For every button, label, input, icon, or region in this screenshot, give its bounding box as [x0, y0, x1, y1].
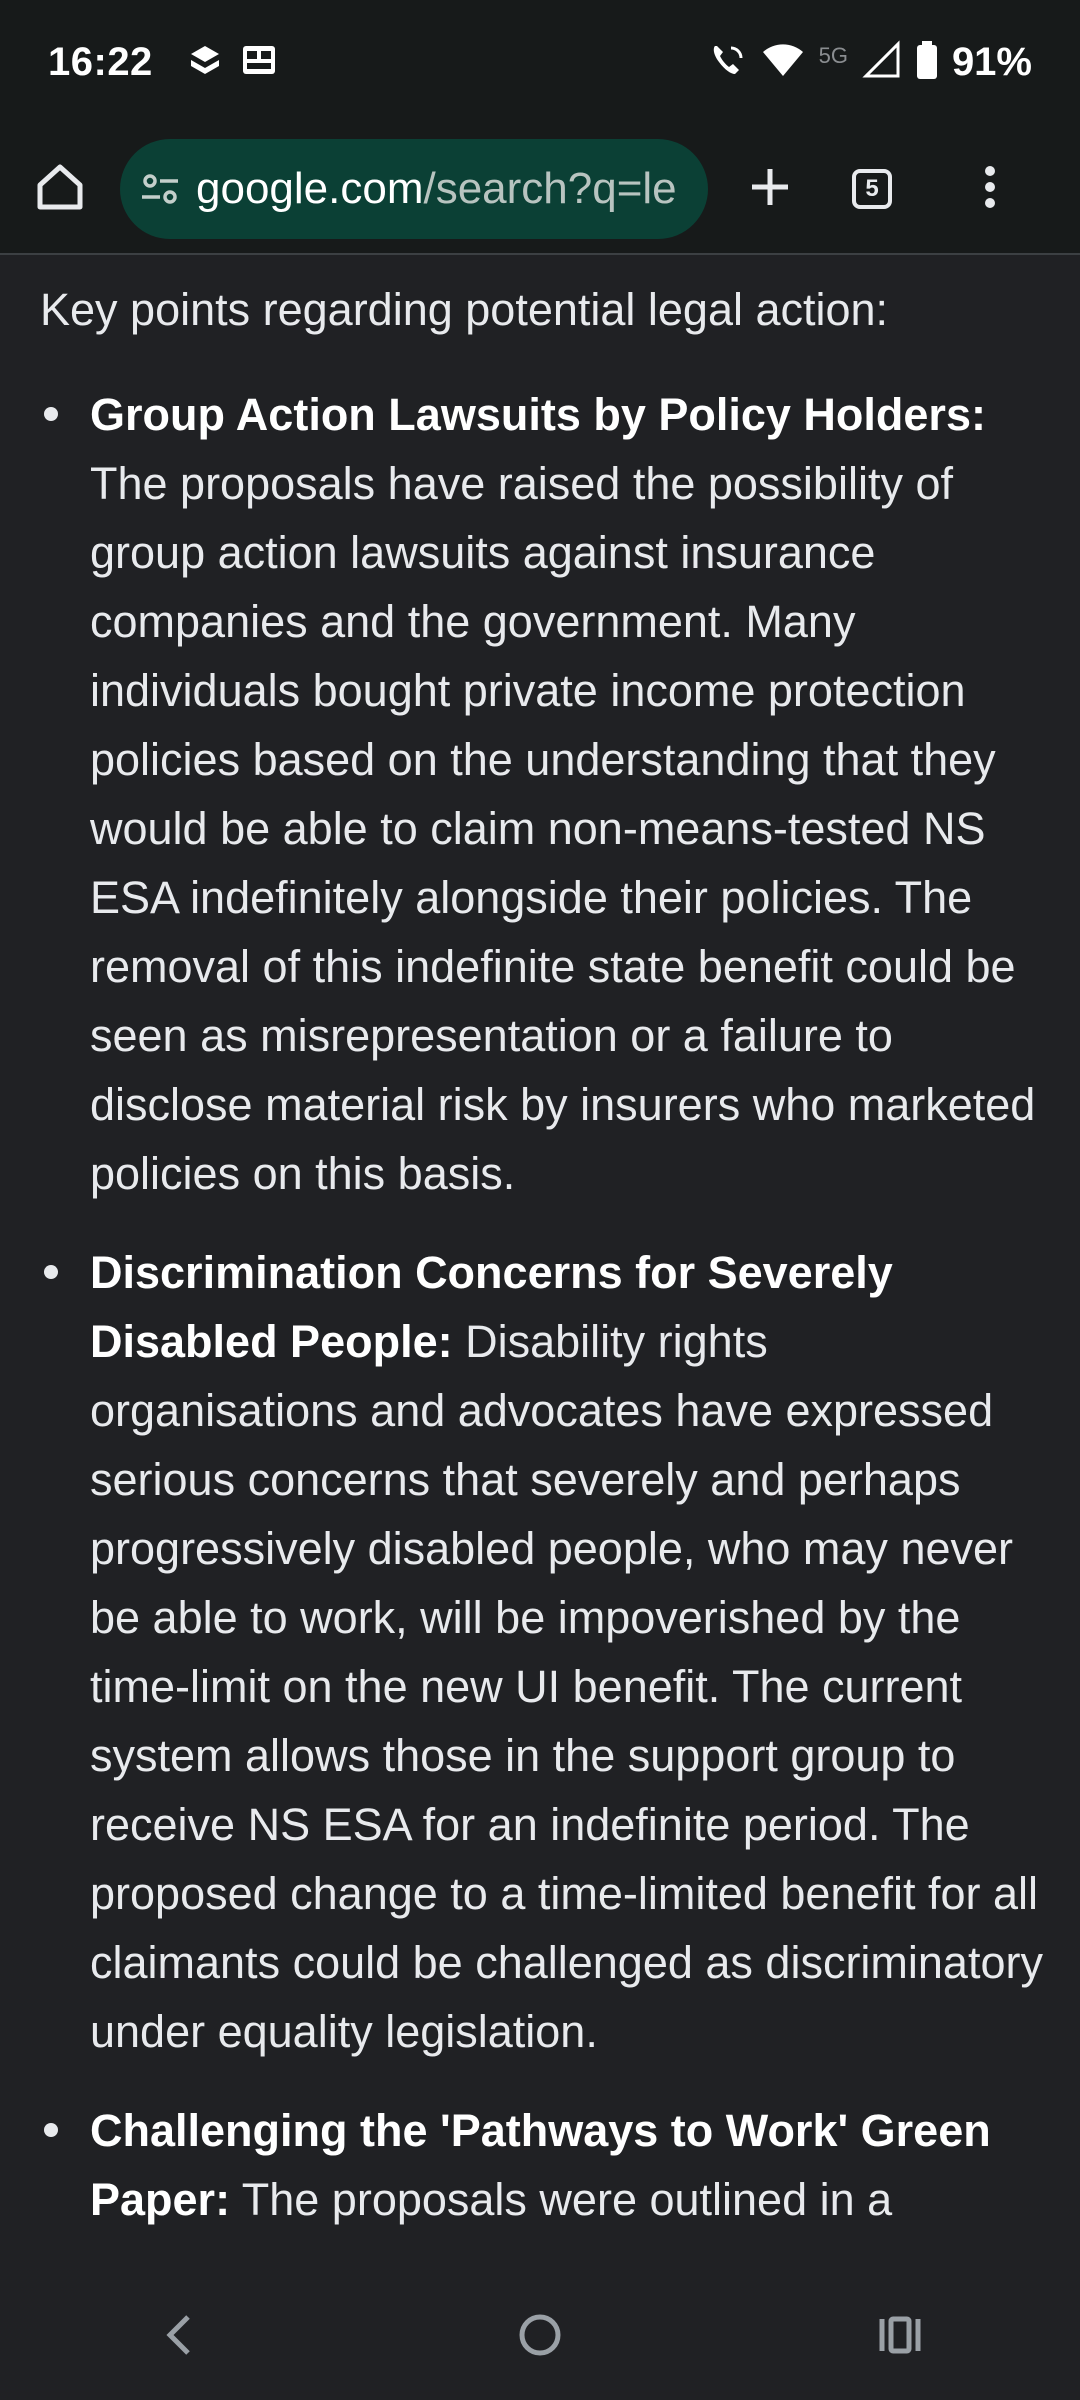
- recents-button[interactable]: [840, 2288, 960, 2388]
- key-points-list: [0, 380, 1080, 2264]
- back-button[interactable]: [120, 2288, 240, 2388]
- bullet: [44, 1265, 58, 1279]
- tune-icon[interactable]: [138, 167, 182, 211]
- status-time: 16:22: [48, 40, 153, 84]
- menu-button[interactable]: [942, 141, 1038, 237]
- intro-text: Key points regarding potential legal action:: [40, 284, 889, 335]
- system-nav-bar: [0, 2275, 1080, 2400]
- point-body: The proposals were outlined in a: [241, 2174, 893, 2225]
- network-type: 5G: [818, 42, 848, 68]
- recents-icon: [876, 2311, 924, 2364]
- battery-icon: [916, 40, 938, 85]
- point-body: Disability rights organisations and advocates have expressed serious concerns that severely and perhaps progressively disabled people, who may never be able to work, will be impoverished by the time-limit on the new UI benefit. The current system allows those in the support group to receive NS ESA for an indefinite period. The proposed change to a time-limited benefit for all claimants could be challenged as discriminatory under equality legislation.: [90, 1316, 1043, 2057]
- point-body: The proposals have raised the possibility of group action lawsuits against insurance companies and the government. Many individuals bought private income protection policies based on the understanding that they would be able to claim non-means-tested NS ESA indefinitely alongside their policies. The removal of this indefinite state benefit could be seen as misrepresentation or a failure to disclose material risk by insurers who marketed policies on this basis.: [90, 458, 1036, 1199]
- plus-icon: [746, 163, 794, 216]
- home-button[interactable]: [20, 149, 100, 229]
- home-nav-icon: [516, 2311, 564, 2364]
- back-icon: [160, 2311, 200, 2364]
- point-heading: Discrimination Concerns for Severely Disabled People:: [90, 1247, 893, 1367]
- home-nav-button[interactable]: [480, 2288, 600, 2388]
- list-item: [0, 2096, 1080, 2234]
- notification-app-icon: [185, 40, 225, 85]
- home-icon: [34, 161, 86, 218]
- bullet: [44, 407, 58, 421]
- tab-switcher-button[interactable]: [824, 141, 920, 237]
- url-bar[interactable]: [120, 139, 708, 239]
- status-bar: [0, 0, 1080, 125]
- url-text[interactable]: [196, 164, 677, 214]
- point-heading: Group Action Lawsuits by Policy Holders:: [90, 389, 986, 440]
- wifi-icon: [761, 40, 805, 85]
- bullet: [44, 2123, 58, 2137]
- wifi-call-icon: [707, 40, 747, 85]
- list-item: [0, 1238, 1080, 2066]
- signal-icon: [862, 40, 902, 85]
- tab-switcher-icon: 5: [852, 169, 892, 209]
- url-path: /search?q=le: [423, 164, 677, 213]
- url-host: google.com: [196, 164, 424, 213]
- new-tab-button[interactable]: [722, 141, 818, 237]
- browser-toolbar: [0, 125, 1080, 255]
- more-vert-icon: [980, 163, 1000, 216]
- battery-percent: 91%: [951, 40, 1032, 84]
- point-heading: Challenging the 'Pathways to Work' Green Paper:: [90, 2105, 991, 2225]
- gallery-icon: [239, 40, 279, 85]
- page-content[interactable]: [0, 255, 1080, 2275]
- list-item: [0, 380, 1080, 1208]
